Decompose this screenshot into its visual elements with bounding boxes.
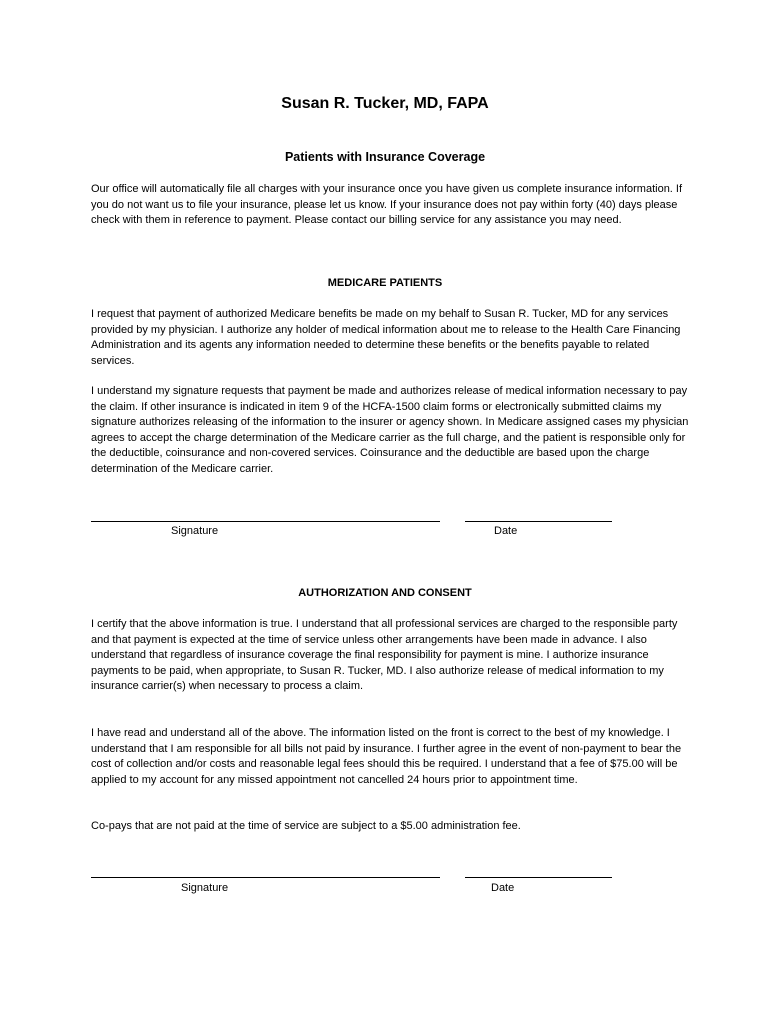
authorization-paragraph-3: Co-pays that are not paid at the time of service are subject to a $5.00 administration fee.	[91, 820, 521, 832]
authorization-date-label: Date	[491, 882, 515, 894]
medicare-paragraph-1: I request that payment of authorized Medicare benefits be made on my behalf to Susan R. Tucker, MD for any services provided by my physician. I authorize any holder of medical information about me to release to the Health Care Financing Administration and its agents any information needed to determine these benefits or the benefits payable to related services.	[91, 308, 681, 367]
authorization-signature-line[interactable]	[91, 877, 440, 878]
authorization-date-line[interactable]	[465, 877, 612, 878]
authorization-paragraph-1: I certify that the above information is true. I understand that all professional services are charged to the responsible party and that payment is expected at the time of service unless other arrangements have been made in advance. I also understand that regardless of insurance coverage the final responsibility for payment is mine. I authorize insurance payments to be paid, when appropriate, to Susan R. Tucker, MD. I also authorize release of medical information to my insurance carrier(s) when necessary to process a claim.	[91, 618, 678, 693]
medicare-signature-label: Signature	[171, 525, 219, 537]
authorization-signature-label: Signature	[181, 882, 229, 894]
medicare-date-line[interactable]	[465, 521, 612, 522]
insurance-heading: Patients with Insurance Coverage	[284, 150, 486, 164]
authorization-paragraph-2: I have read and understand all of the above. The information listed on the front is correct to the best of my knowledge. I understand that I am responsible for all bills not paid by insurance. I further agree in the event of non-payment to bear the cost of collection and/or costs and reasonable legal fees should this be required. I understand that a fee of $75.00 will be applied to my account for any missed appointment not cancelled 24 hours prior to appointment time.	[91, 727, 682, 786]
medicare-heading: MEDICARE PATIENTS	[327, 277, 443, 289]
medicare-paragraph-2: I understand my signature requests that payment be made and authorizes release of medical information necessary to pay the claim. If other insurance is indicated in item 9 of the HCFA-1500 claim forms or electronically submitted claims my signature authorizes releasing of the information to the insurer or agency shown. In Medicare assigned cases my physician agrees to accept the charge determination of the Medicare carrier as the full charge, and the patient is responsible only for the deductible, coinsurance and non-covered services. Coinsurance and the deductible are based upon the charge determination of the Medicare carrier.	[91, 385, 689, 475]
page-title: Susan R. Tucker, MD, FAPA	[281, 95, 489, 112]
medicare-signature-line[interactable]	[91, 521, 440, 522]
medicare-date-label: Date	[494, 525, 518, 537]
authorization-heading: AUTHORIZATION AND CONSENT	[298, 587, 472, 599]
insurance-paragraph: Our office will automatically file all charges with your insurance once you have given us complete insurance information. If you do not want us to file your insurance, please let us know. If your insurance does not pay within forty (40) days please check with them in reference to payment. Please contact our billing service for any assistance you may need.	[91, 183, 683, 227]
